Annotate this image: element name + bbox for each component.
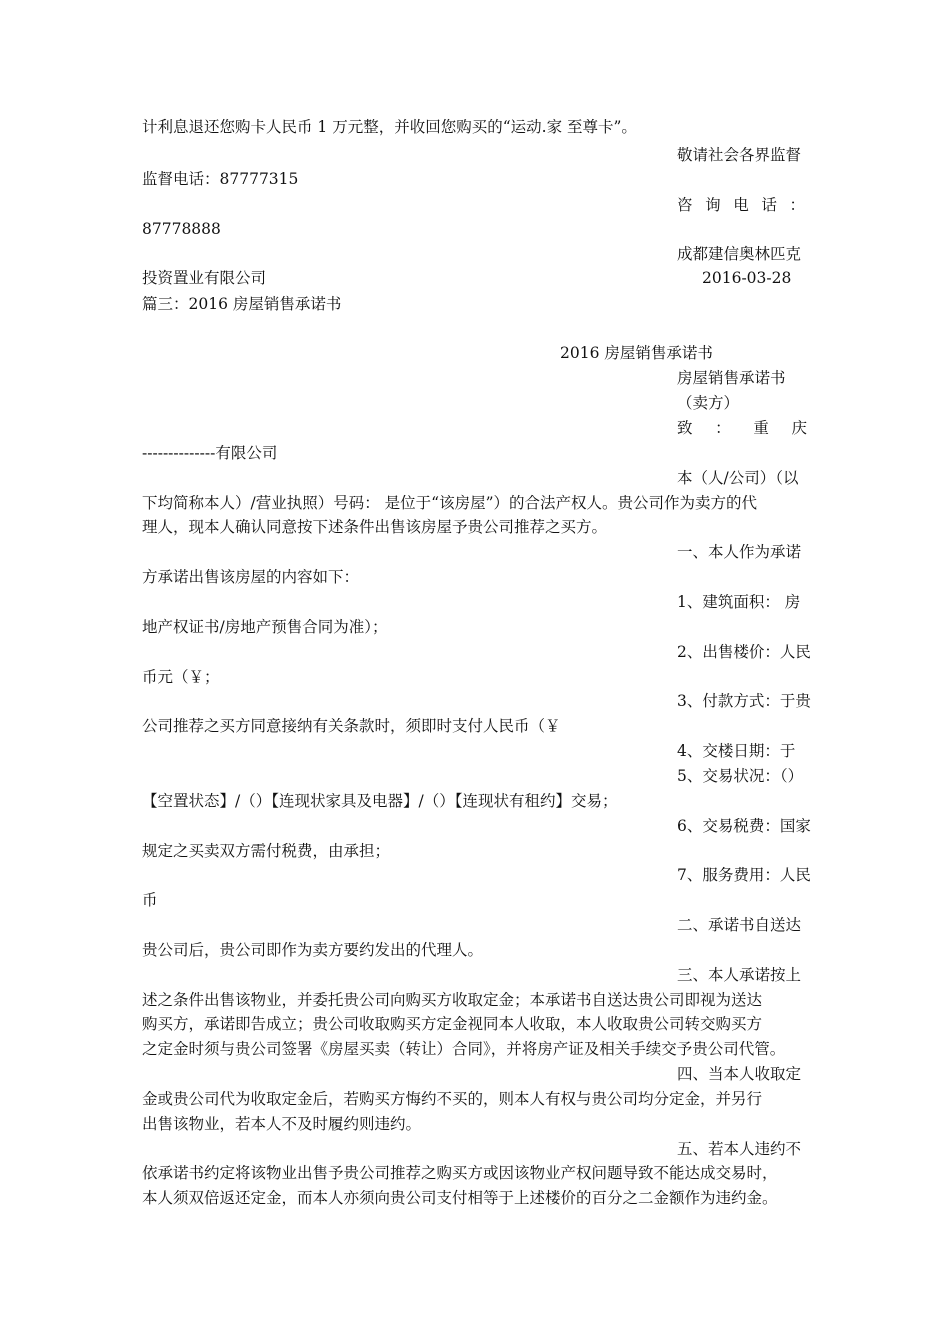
text-line: 出售该物业，若本人不及时履约则违约。 — [142, 1115, 422, 1133]
text-line: 5、交易状况：（） — [677, 767, 804, 785]
addressee-line: 致 ： 重 庆 — [677, 419, 807, 437]
text-line: 方承诺出售该房屋的内容如下： — [142, 568, 360, 586]
text-line: 述之条件出售该物业，并委托贵公司向购买方收取定金；本承诺书自送达贵公司即视为送达 — [142, 991, 763, 1009]
text-line: 公司推荐之买方同意接纳有关条款时，须即时支付人民币（￥ — [142, 717, 561, 735]
text-line: 币元（￥； — [142, 668, 220, 686]
text-line: 下均简称本人）/营业执照）号码： 是位于“该房屋”）的合法产权人。贵公司作为卖方的代 — [142, 494, 758, 512]
text-line: 金或贵公司代为收取定金后，若购买方悔约不买的，则本人有权与贵公司均分定金，并另行 — [142, 1090, 763, 1108]
text-line: 成都建信奥林匹克 — [677, 245, 802, 263]
text-line: 敬请社会各界监督 — [677, 146, 802, 164]
text-line: 1、建筑面积： 房 — [677, 593, 801, 611]
text-line: 6、交易税费：国家 — [677, 817, 811, 835]
text-line: 3、付款方式：于贵 — [677, 692, 811, 710]
text-line: 二、承诺书自送达 — [677, 916, 802, 934]
text-line: 三、本人承诺按上 — [677, 966, 802, 984]
text-line: 投资置业有限公司 — [142, 269, 267, 287]
text-line: 一、本人作为承诺 — [677, 543, 802, 561]
consult-phone-label: 咨 询 电 话 ： — [677, 196, 805, 214]
text-line: 购买方，承诺即告成立；贵公司收取购买方定金视同本人收取，本人收取贵公司转交购买方 — [142, 1015, 763, 1033]
text-line: 4、交楼日期：于 — [677, 742, 796, 760]
text-line: 地产权证书/房地产预售合同为准）； — [142, 618, 388, 636]
text-line: 87778888 — [142, 220, 221, 238]
text-line: 币 — [142, 891, 158, 909]
text-line: （卖方） — [677, 394, 740, 412]
text-line: 之定金时须与贵公司签署《房屋买卖（转让）合同》，并将房产证及相关手续交予贵公司代管。 — [142, 1040, 786, 1058]
text-line: 规定之买卖双方需付税费，由承担； — [142, 842, 391, 860]
text-line: 【空置状态】/（）【连现状家具及电器】/（）【连现状有租约】交易； — [142, 792, 618, 810]
text-line: 2、出售楼价：人民 — [677, 643, 811, 661]
document-title: 2016 房屋销售承诺书 — [560, 344, 713, 362]
date-text: 2016-03-28 — [702, 269, 792, 287]
text-line: 理人，现本人确认同意按下述条件出售该房屋予贵公司推荐之买方。 — [142, 518, 608, 536]
text-line: 四、当本人收取定 — [677, 1065, 802, 1083]
text-line: 监督电话：87777315 — [142, 170, 299, 188]
text-line: 贵公司后，贵公司即作为卖方要约发出的代理人。 — [142, 941, 484, 959]
text-line: 五、若本人违约不 — [677, 1140, 802, 1158]
text-line: 计利息退还您购卡人民币 1 万元整，并收回您购买的“运动.家 至尊卡”。 — [142, 118, 637, 136]
text-line: 依承诺书约定将该物业出售予贵公司推荐之购买方或因该物业产权问题导致不能达成交易时， — [142, 1164, 778, 1182]
text-line: 7、服务费用：人民 — [677, 866, 811, 884]
text-line: 本（人/公司）（以 — [677, 469, 799, 487]
text-line: 本人须双倍返还定金，而本人亦须向贵公司支付相等于上述楼价的百分之二金额作为违约金。 — [142, 1189, 778, 1207]
text-line: 房屋销售承诺书 — [677, 369, 786, 387]
text-line: --------------有限公司 — [142, 444, 278, 462]
section-heading: 篇三：2016 房屋销售承诺书 — [142, 295, 342, 313]
